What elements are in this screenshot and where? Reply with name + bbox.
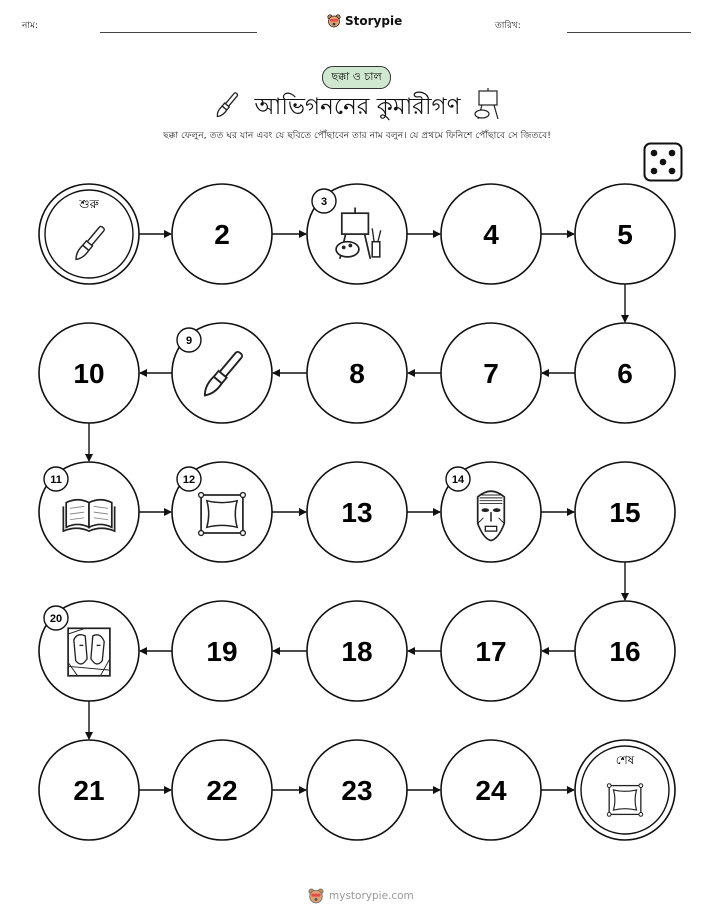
board-cell-15[interactable] [575,462,675,562]
footer [308,888,414,904]
board-cell-19[interactable] [172,601,272,701]
cell-number-badge: 20 [49,613,63,625]
game-badge: ছক্কা ও চাল [322,66,391,89]
board-cell-7[interactable] [441,323,541,423]
cell-number: 19 [206,636,238,667]
board-cell-11[interactable] [39,462,139,562]
canvas-frame-icon [607,784,642,817]
bear-icon [308,888,324,904]
board-cell-18[interactable] [307,601,407,701]
cell-number: 7 [483,358,499,389]
board-cell-10[interactable] [39,323,139,423]
cell-number: 2 [214,219,230,250]
board-cell-16[interactable] [575,601,675,701]
board-cell-23[interactable] [307,740,407,840]
cell-number-badge: 12 [182,474,196,486]
board-cell-5[interactable] [575,184,675,284]
cell-number: 15 [609,497,641,528]
cell-number: 5 [617,219,633,250]
date-label: তারিখ: [495,21,521,31]
board-cell-4[interactable] [441,184,541,284]
board-cell-3[interactable] [307,184,407,284]
cell-number-badge: 11 [50,474,62,486]
cell-number: 24 [475,775,507,806]
start-cell[interactable] [39,184,139,284]
instructions: ছক্কা ফেলুন, তত ঘর যান এবং যে ছবিতে পৌঁছাবেন তার নাম বলুন। যে প্রথমে ফিনিশে পৌঁছাবে সে জিতবে! [163,130,551,141]
board-cell-13[interactable] [307,462,407,562]
african-mask-icon [478,491,505,540]
cell-number: 17 [475,636,507,667]
cell-number: 23 [341,775,373,806]
cell-number: 22 [206,775,238,806]
cell-number-badge: 9 [185,335,193,347]
board-cell-14[interactable] [441,462,541,562]
footer-url[interactable]: mystorypie.com [329,890,414,902]
start-label: শুরু [79,197,99,211]
cell-number: 16 [609,636,641,667]
cell-number-badge: 3 [320,196,328,208]
board-cell-17[interactable] [441,601,541,701]
board-cell-6[interactable] [575,323,675,423]
cell-number: 6 [617,358,633,389]
finish-label: শেষ [615,753,635,767]
cell-number: 10 [73,358,105,389]
cell-number: 18 [341,636,373,667]
name-label: নাম: [22,21,39,31]
cell-number: 13 [341,497,373,528]
cell-number-badge: 14 [451,474,465,486]
finish-cell[interactable] [575,740,675,840]
canvas-frame-icon [199,493,246,536]
board-cell-21[interactable] [39,740,139,840]
board-cell-24[interactable] [441,740,541,840]
board-cell-22[interactable] [172,740,272,840]
cell-number: 8 [349,358,365,389]
cell-number: 21 [73,775,105,806]
page-title: আভিগননের কুমারীগণ [254,94,461,120]
board-cell-2[interactable] [172,184,272,284]
board-cell-20[interactable] [39,601,139,701]
board-cell-9[interactable] [172,323,272,423]
cubist-faces-icon [68,628,110,676]
brand-name: Storypie [345,14,403,28]
cell-number: 4 [483,219,499,250]
board-cell-8[interactable] [307,323,407,423]
board-cell-12[interactable] [172,462,272,562]
